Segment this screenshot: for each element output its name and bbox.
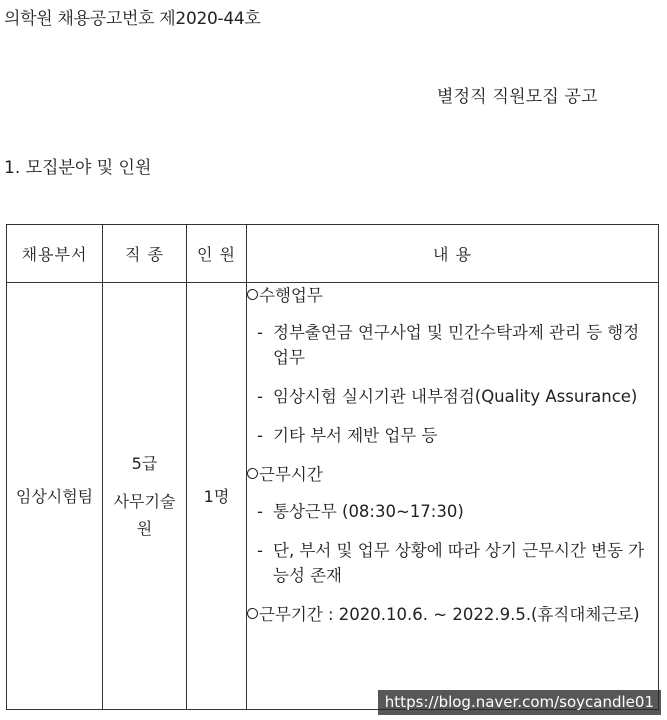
circle-bullet-icon [247,289,258,300]
list-item-text: 임상시험 실시기관 내부점검(Quality Assurance) [273,387,638,406]
group-title [247,462,658,487]
dash-bullet-icon: - [257,387,263,406]
header-details: 내 용 [247,225,659,283]
list-item [247,499,658,524]
list-item [247,320,658,370]
group-title-text: 근무시간 [259,465,323,484]
document-number: 의학원 채용공고번호 제2020-44호 [4,9,261,29]
group-title [247,602,658,627]
header-headcount: 인 원 [187,225,247,283]
header-job-type: 직 종 [103,225,187,283]
list-item-text: 단, 부서 및 업무 상황에 따라 상기 근무시간 변동 가능성 존재 [273,541,645,585]
section-heading: 1. 모집분야 및 인원 [4,158,152,178]
details-cell [247,283,659,710]
headcount-cell: 1명 [187,283,247,710]
list-item-text: 정부출연금 연구사업 및 민간수탁과제 관리 등 행정 업무 [273,323,640,367]
grade-text: 5급 [131,454,158,473]
group-title-text: 수행업무 [259,286,323,305]
list-item-text: 기타 부서 제반 업무 등 [273,426,438,445]
department-cell: 임상시험팀 [7,283,103,710]
list-item [247,538,658,588]
circle-bullet-icon [247,468,258,479]
job-type-text: 사무기술원 [113,492,176,538]
table-header-row [7,225,659,283]
dash-bullet-icon: - [257,323,263,342]
dash-bullet-icon: - [257,426,263,445]
header-department: 채용부서 [7,225,103,283]
details-groups [247,283,658,627]
list-item [247,384,658,409]
group-title-text: 근무기간 : 2020.10.6. ~ 2022.9.5.(휴직대체근로) [259,605,640,624]
dash-bullet-icon: - [257,541,263,560]
list-item [247,423,658,448]
blog-watermark: https://blog.naver.com/soycandle01 [378,690,661,715]
table-row [7,283,659,710]
group-title [247,283,658,308]
recruitment-table [6,224,659,710]
dash-bullet-icon: - [257,502,263,521]
job-type-cell [103,283,187,710]
document-title: 별정직 직원모집 공고 [437,87,598,107]
list-item-text: 통상근무 (08:30~17:30) [273,502,464,521]
circle-bullet-icon [247,608,258,619]
